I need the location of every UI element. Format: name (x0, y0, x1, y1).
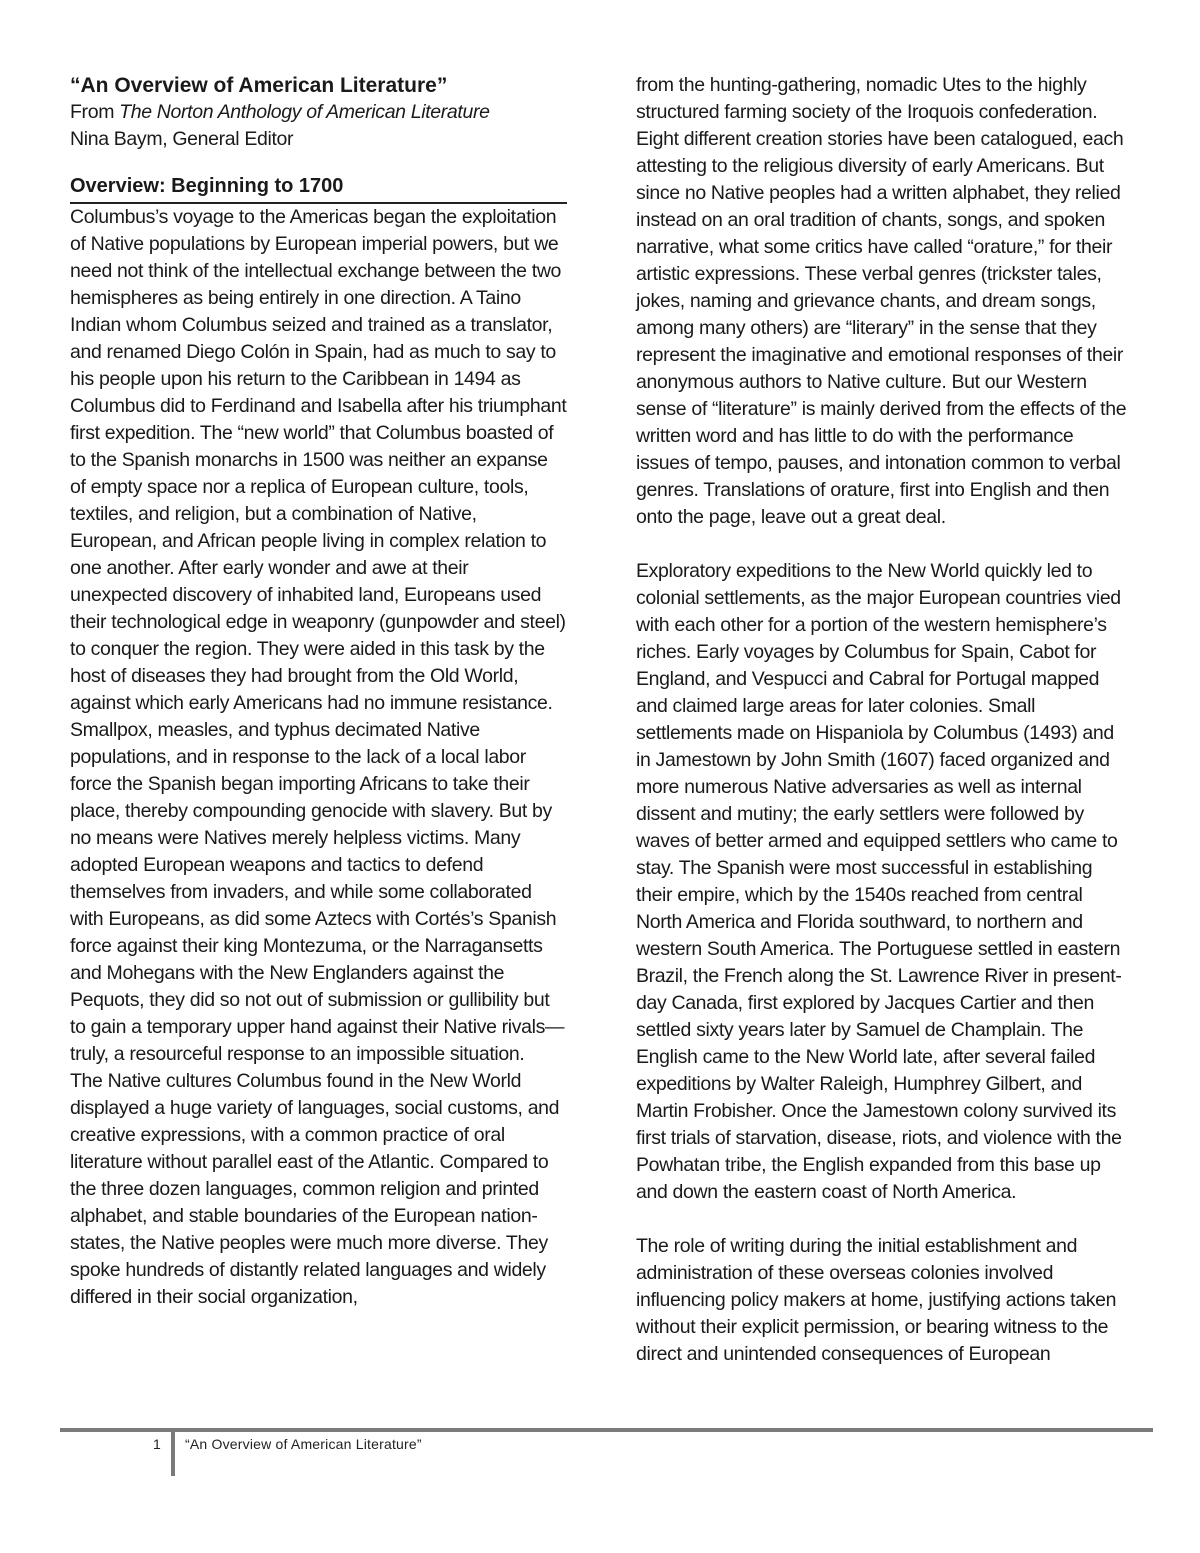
right-column (636, 72, 1130, 1368)
paragraph: Columbus’s voyage to the Americas began the exploitation of Native populations by European imperial powers, but we need not think of the intellectual exchange between the two hemispheres as being entirely in one direction. A Taino Indian whom Columbus seized and trained as a translator, and renamed Diego Colón in Spain, had as much to say to his people upon his return to the Caribbean in 1494 as Columbus did to Ferdinand and Isabella after his triumphant first expedition. The “new world” that Columbus boasted of to the Spanish monarchs in 1500 was neither an expanse of empty space nor a replica of European culture, tools, textiles, and religion, but a combination of Native, European, and African people living in complex relation to one another. After early wonder and awe at their unexpected discovery of inhabited land, Europeans used their technological edge in weaponry (gunpowder and steel) to conquer the region. They were aided in this task by the host of diseases they had brought from the Old World, against which early Americans had no immune resistance. Smallpox, measles, and typhus decimated Native populations, and in response to the lack of a local labor force the Spanish began importing Africans to take their place, thereby compounding genocide with slavery. But by no means were Natives merely helpless victims. Many adopted European weapons and tactics to defend themselves from invaders, and while some collaborated with Europeans, as did some Aztecs with Cortés’s Spanish force against their king Montezuma, or the Narragansetts and Mohegans with the New Englanders against the Pequots, they did so not out of submission or gullibility but to gain a temporary upper hand against their Native rivals—truly, a resourceful response to an impossible situation. (70, 206, 567, 1065)
paragraph: from the hunting-gathering, nomadic Utes to the highly structured farming society of the Iroquois confederation. Eight different creation stories have been catalogued, each attesting to the religious diversity of early Americans. But since no Native peoples had a written alphabet, they relied instead on an oral tradition of chants, songs, and spoken narrative, what some critics have called “orature,” for their artistic expressions. These verbal genres (trickster tales, jokes, naming and grievance chants, and dream songs, among many others) are “literary” in the sense that they represent the imaginative and emotional responses of their anonymous authors to Native culture. But our Western sense of “literature” is mainly derived from the effects of the written word and has little to do with the performance issues of tempo, pauses, and intonation common to verbal genres. Translations of orature, first into English and then onto the page, leave out a great deal. (636, 74, 1127, 528)
source-title: The Norton Anthology of American Literature (119, 101, 490, 123)
source-prefix: From (70, 101, 120, 123)
paragraph: The Native cultures Columbus found in the New World displayed a huge variety of languages, social customs, and creative expressions, with a common practice of oral literature without parallel east of the Atlantic. Compared to the three dozen languages, common religion and printed alphabet, and stable boundaries of the European nation-states, the Native peoples were much more diverse. They spoke hundreds of distantly related languages and widely differed in their social organization, (70, 1070, 560, 1308)
left-column (70, 72, 567, 1311)
document-title: “An Overview of American Literature” (70, 74, 448, 97)
footer-rule (60, 1428, 1153, 1432)
editor-line: Nina Baym, General Editor (70, 128, 294, 150)
paragraph: The role of writing during the initial establishment and administration of these overseas colonies involved influencing policy makers at home, justifying actions taken without their explicit permission, or bearing witness to the direct and unintended consequences of European (636, 1235, 1117, 1365)
footer-divider (171, 1432, 175, 1476)
page-number: 1 (153, 1436, 161, 1452)
section-heading: Overview: Beginning to 1700 (70, 173, 567, 204)
paragraph: Exploratory expeditions to the New World quickly led to colonial settlements, as the major European countries vied with each other for a portion of the western hemisphere’s riches. Early voyages by Columbus for Spain, Cabot for England, and Vespucci and Cabral for Portugal mapped and claimed large areas for later colonies. Small settlements made on Hispaniola by Columbus (1493) and in Jamestown by John Smith (1607) faced organized and more numerous Native adversaries as well as internal dissent and mutiny; the early settlers were followed by waves of better armed and equipped settlers who came to stay. The Spanish were most successful in establishing their empire, which by the 1540s reached from central North America and Florida southward, to northern and western South America. The Portuguese settled in eastern Brazil, the French along the St. Lawrence River in present-day Canada, first explored by Jacques Cartier and then settled sixty years later by Samuel de Champlain. The English came to the New World late, after several failed expeditions by Walter Raleigh, Humphrey Gilbert, and Martin Frobisher. Once the Jamestown colony survived its first trials of starvation, disease, riots, and violence with the Powhatan tribe, the English expanded from this base up and down the eastern coast of North America. (636, 560, 1122, 1203)
running-title: “An Overview of American Literature” (185, 1436, 422, 1452)
source-line (70, 99, 567, 126)
